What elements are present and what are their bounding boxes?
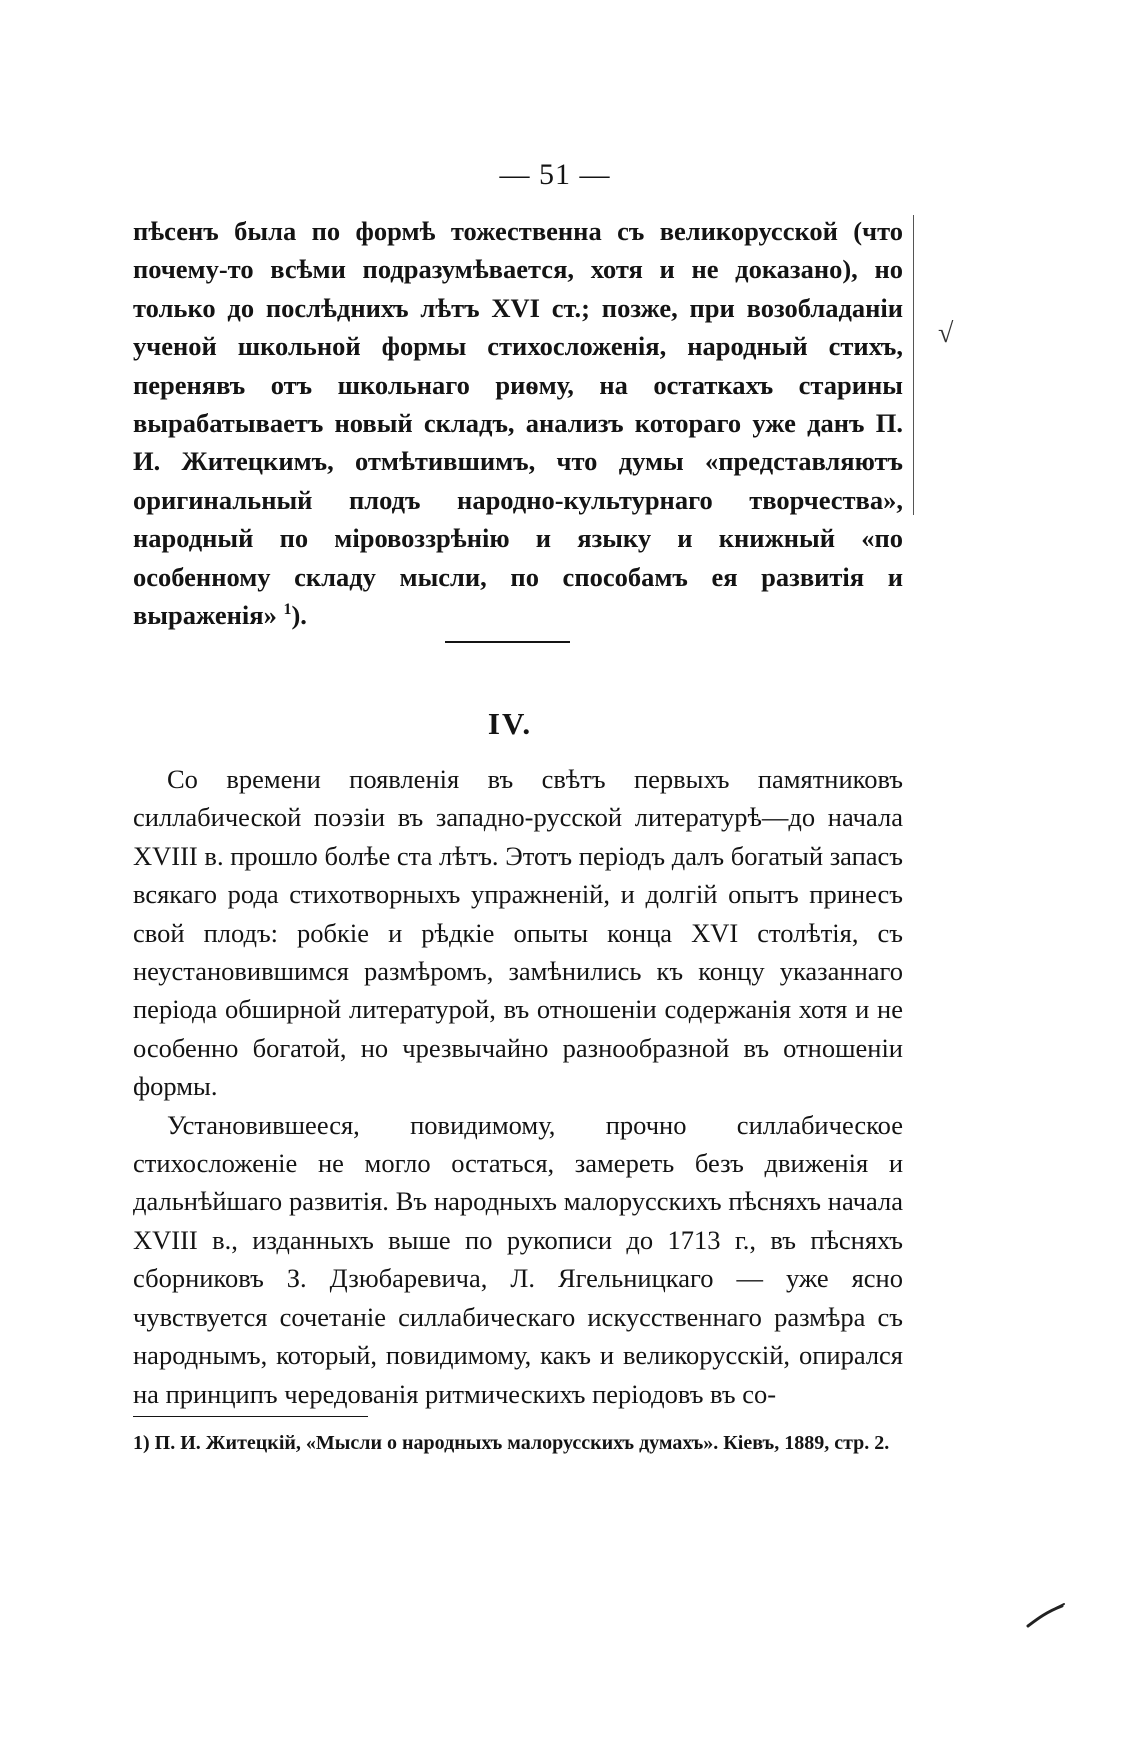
footnote: 1) П. И. Житецкій, «Мысли о народныхъ малорусскихъ думахъ». Кіевъ, 1889, стр. 2.: [133, 1432, 890, 1454]
footnote-reference: 1: [283, 601, 292, 619]
main-text-block: [133, 760, 903, 1413]
margin-line: [913, 215, 914, 515]
section-heading: IV.: [487, 706, 533, 741]
top-paragraph-tail: ).: [291, 600, 307, 631]
main-paragraph-1: Со времени появленія въ свѣтъ первыхъ памятниковъ силлабической поэзіи въ западно-русской литературѣ—до начала XVIII в. прошло болѣе ста лѣтъ. Этотъ періодъ далъ богатый запасъ всякаго рода стихотворныхъ упражненій, и долгій опытъ принесъ свой плодъ: робкіе и рѣдкіе опыты конца XVI столѣтія, съ неустановившимся размѣромъ, замѣнились къ концу указаннаго періода обширной литературой, въ отношеніи содержанія хотя и не особенно богатой, но чрезвычайно разнообразной въ отношеніи формы.: [133, 764, 903, 1102]
section-divider: [445, 641, 570, 643]
page-number: — 51 —: [499, 158, 611, 191]
footnote-divider: [133, 1416, 368, 1417]
pencil-mark: [1026, 1600, 1066, 1635]
margin-check-mark: √: [938, 318, 954, 349]
top-paragraph-text: пѣсенъ была по формѣ тожественна съ великорусской (что почему-то всѣми подразумѣвается, хотя и не доказано), но только до послѣднихъ лѣтъ XVI ст.; позже, при возобладаніи ученой школьной формы стихосложенія, народный стихъ, перенявъ отъ школьнаго риѳму, на остаткахъ старины вырабатываетъ новый складъ, анализъ котораго уже данъ П. И. Житецкимъ, отмѣтившимъ, что думы «представляютъ оригинальный плодъ народно-культурнаго творчества», народный по міровоззрѣнію и языку и книжный «по особенному складу мысли, по способамъ ея развитія и выраженія»: [133, 216, 903, 631]
top-paragraph: [133, 212, 903, 634]
main-paragraph-2: Установившееся, повидимому, прочно силлабическое стихосложеніе не могло остаться, замереть безъ движенія и дальнѣйшаго развитія. Въ народныхъ малорусскихъ пѣсняхъ начала XVIII в., изданныхъ выше по рукописи до 1713 г., въ пѣсняхъ сборниковъ З. Дзюбаревича, Л. Ягельницкаго — уже ясно чувствуется сочетаніе силлабическаго искусственнаго размѣра съ народнымъ, который, повидимому, какъ и великорусскій, опирался на принципъ чередованія ритмическихъ періодовъ въ со-: [133, 1109, 903, 1409]
top-text-block: [133, 212, 903, 634]
